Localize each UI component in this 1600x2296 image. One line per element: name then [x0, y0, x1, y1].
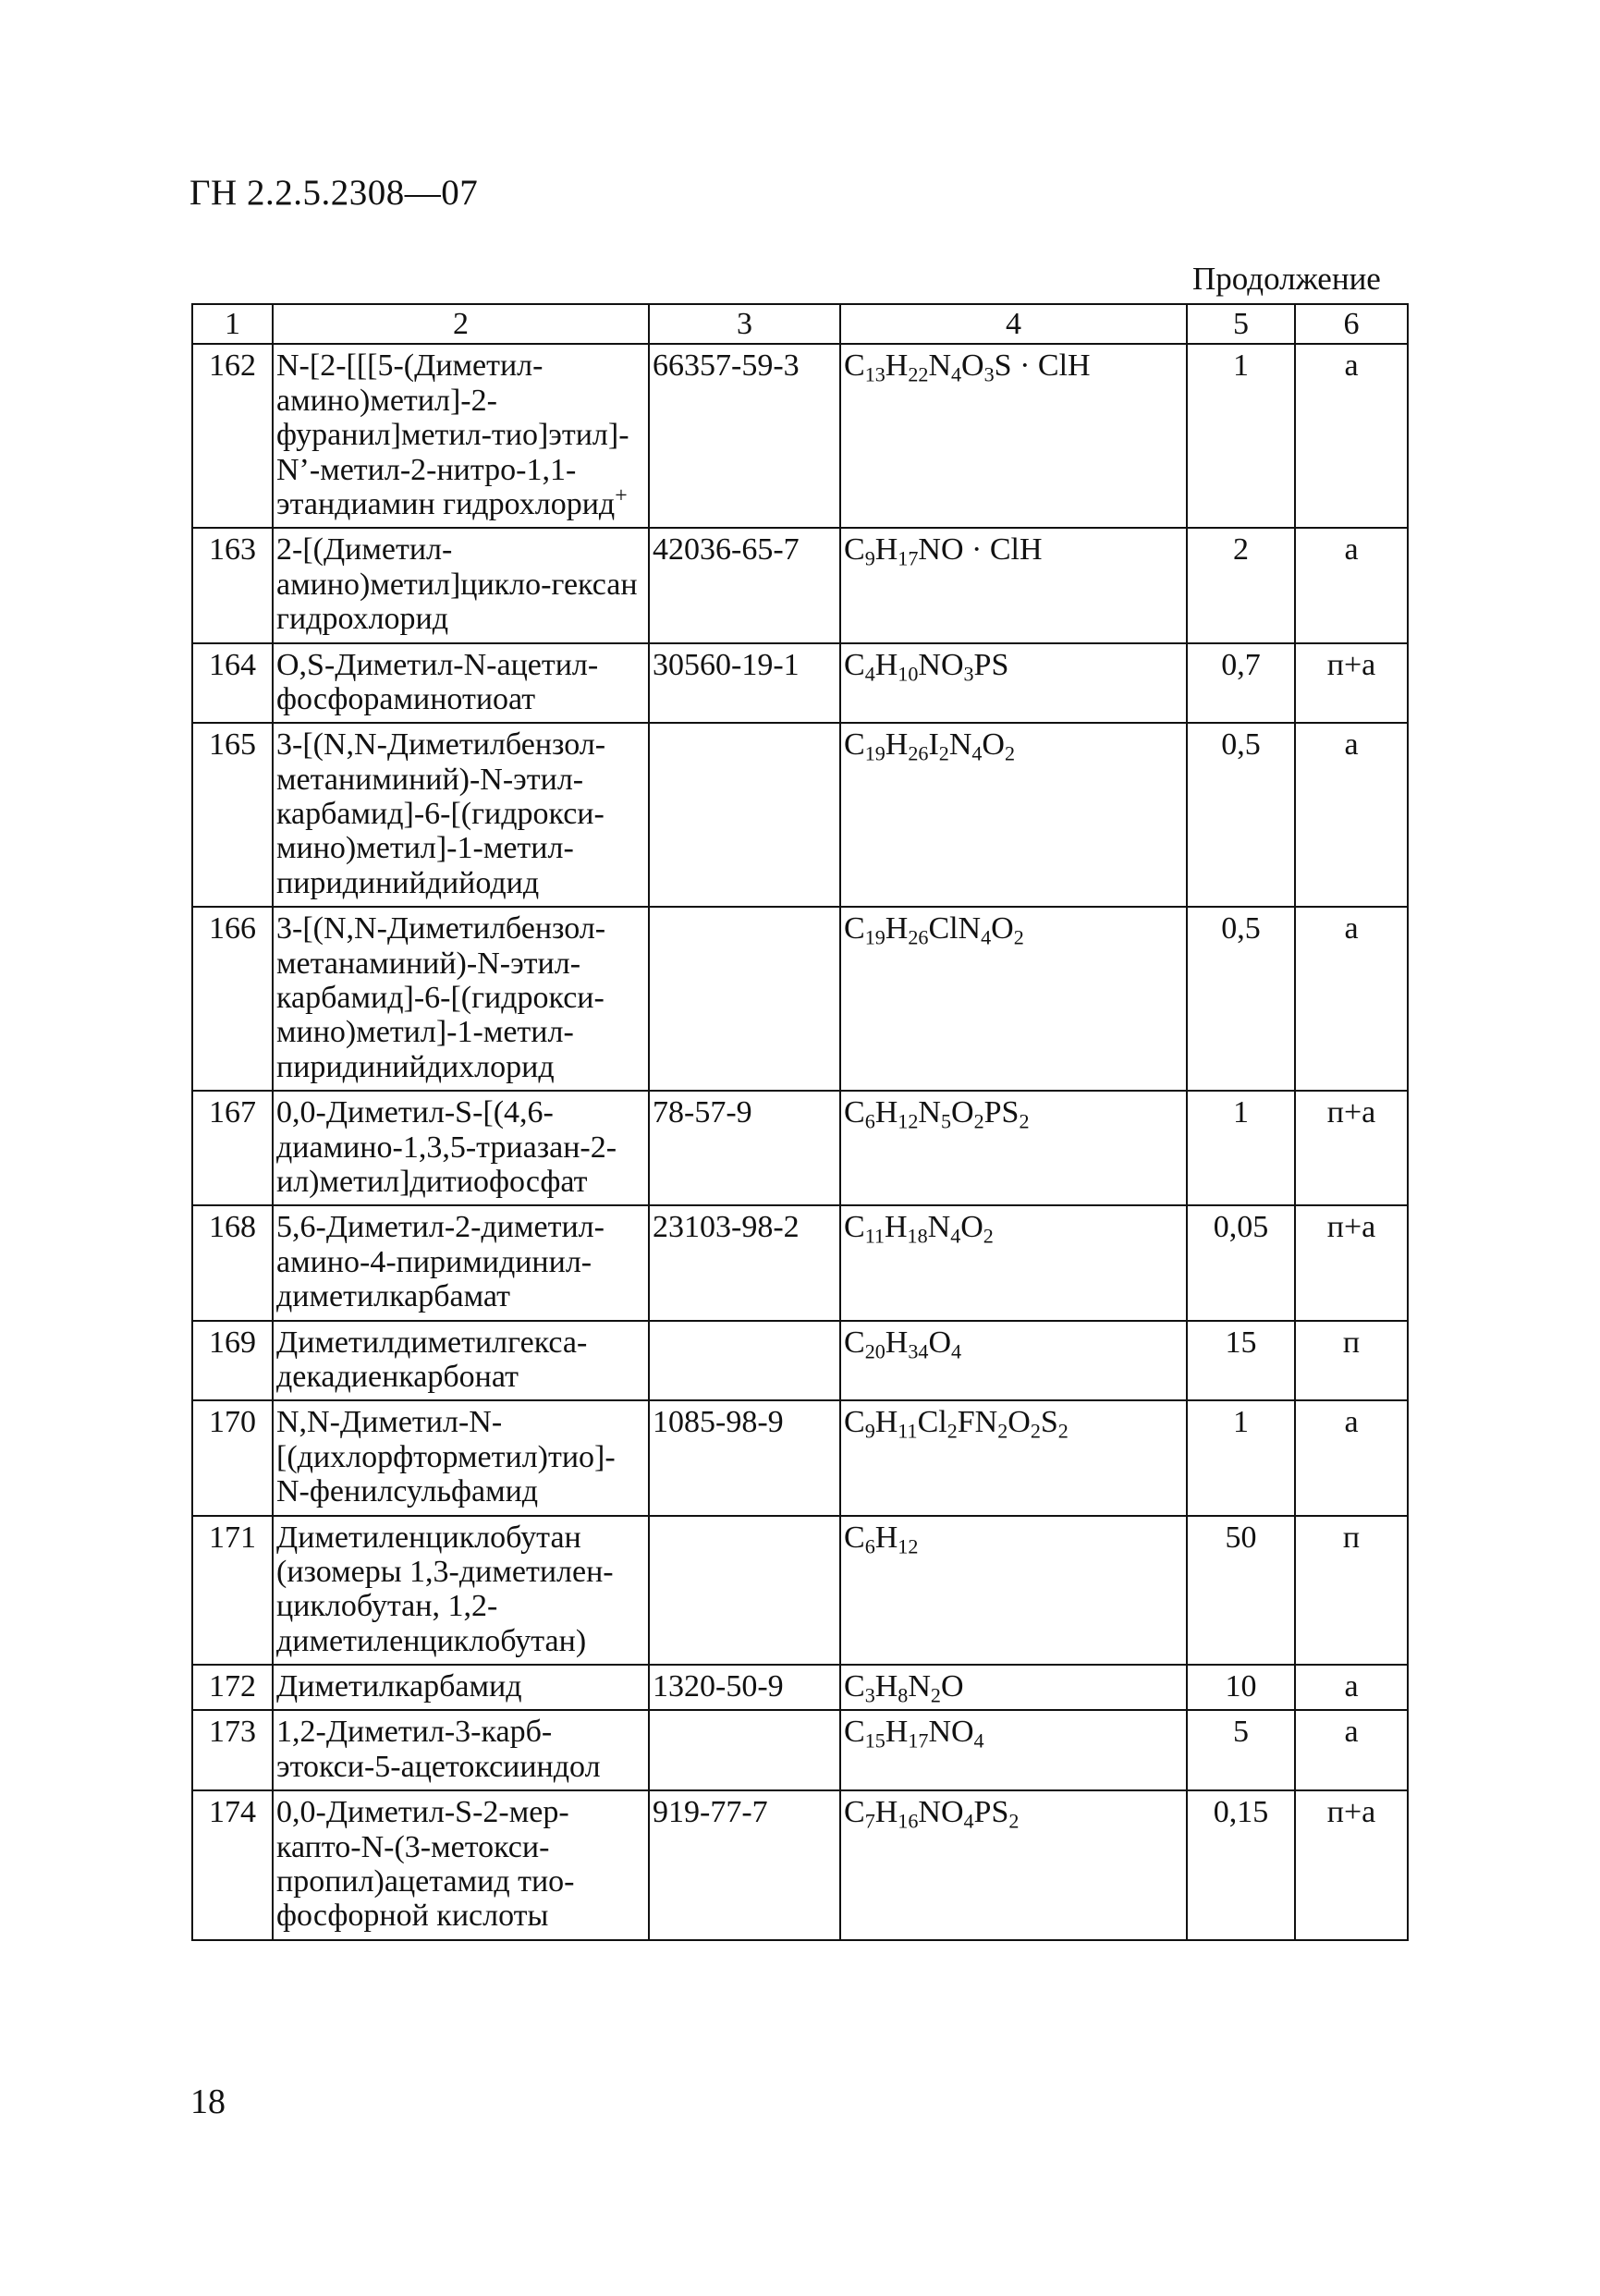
- header-col-5: 5: [1187, 304, 1295, 344]
- row-number-cell: 173: [192, 1710, 273, 1790]
- value-cell: 1: [1187, 1091, 1295, 1205]
- aggregate-state-cell: п: [1295, 1321, 1408, 1401]
- value-cell: 2: [1187, 528, 1295, 642]
- substance-name-cell: N-[2-[[[5-(Диметил-амино)метил]-2-фуранил]метил-тио]этил]-N’-метил-2-нитро-1,1-этандиамин гидрохлорид+: [273, 344, 649, 528]
- substance-name-cell: Диметилдиметилгекса-декадиенкарбонат: [273, 1321, 649, 1401]
- table-row: [192, 643, 1408, 724]
- value-cell: 0,15: [1187, 1790, 1295, 1940]
- row-number-cell: 166: [192, 907, 273, 1091]
- formula-cell: $C_4H_{10}NO_3PS$: [840, 643, 1187, 724]
- aggregate-state-cell: а: [1295, 1710, 1408, 1790]
- value-cell: 15: [1187, 1321, 1295, 1401]
- aggregate-state-cell: а: [1295, 907, 1408, 1091]
- table-row: [192, 1400, 1408, 1515]
- row-number-cell: 167: [192, 1091, 273, 1205]
- cas-number-cell: 919-77-7: [649, 1790, 840, 1940]
- aggregate-state-cell: п: [1295, 1516, 1408, 1666]
- formula-cell: $C_{11}H_{18}N_4O_2$: [840, 1205, 1187, 1320]
- value-cell: 1: [1187, 1400, 1295, 1515]
- cas-number-cell: [649, 723, 840, 907]
- cas-number-cell: 1085-98-9: [649, 1400, 840, 1515]
- substance-name-cell: 2-[(Диметил-амино)метил]цикло-гексан гидрохлорид: [273, 528, 649, 642]
- substance-name-cell: 0,0-Диметил-S-2-мер-капто-N-(3-метокси-пропил)ацетамид тио-фосфорной кислоты: [273, 1790, 649, 1940]
- formula-cell: $C_6H_{12}N_5O_2PS_2$: [840, 1091, 1187, 1205]
- header-col-3: 3: [649, 304, 840, 344]
- row-number-cell: 162: [192, 344, 273, 528]
- document-code: ГН 2.2.5.2308—07: [189, 173, 479, 213]
- substance-name-cell: 3-[(N,N-Диметилбензол-метанаминий)-N-этил-карбамид]-6-[(гидрокси-мино)метил]-1-метил-пиридинийдихлорид: [273, 907, 649, 1091]
- aggregate-state-cell: п+а: [1295, 1091, 1408, 1205]
- row-number-cell: 170: [192, 1400, 273, 1515]
- cas-number-cell: 1320-50-9: [649, 1665, 840, 1710]
- substance-name-cell: 0,0-Диметил-S-[(4,6-диамино-1,3,5-триазан-2-ил)метил]дитиофосфат: [273, 1091, 649, 1205]
- table-row: [192, 1710, 1408, 1790]
- substance-name-cell: 1,2-Диметил-3-карб-этокси-5-ацетоксииндол: [273, 1710, 649, 1790]
- table-row: [192, 1321, 1408, 1401]
- formula-cell: $C_9H_{11}Cl_2FN_2O_2S_2$: [840, 1400, 1187, 1515]
- substance-name-cell: O,S-Диметил-N-ацетил-фосфораминотиоат: [273, 643, 649, 724]
- cas-number-cell: 66357-59-3: [649, 344, 840, 528]
- substance-name-cell: 3-[(N,N-Диметилбензол-метаниминий)-N-этил-карбамид]-6-[(гидрокси-мино)метил]-1-метил-пиридинийдийодид: [273, 723, 649, 907]
- row-number-cell: 171: [192, 1516, 273, 1666]
- header-col-6: 6: [1295, 304, 1408, 344]
- aggregate-state-cell: а: [1295, 1665, 1408, 1710]
- cas-number-cell: [649, 1710, 840, 1790]
- row-number-cell: 164: [192, 643, 273, 724]
- cas-number-cell: [649, 1321, 840, 1401]
- value-cell: 5: [1187, 1710, 1295, 1790]
- table-row: [192, 1205, 1408, 1320]
- page-number: 18: [190, 2082, 226, 2121]
- row-number-cell: 165: [192, 723, 273, 907]
- aggregate-state-cell: а: [1295, 1400, 1408, 1515]
- value-cell: 50: [1187, 1516, 1295, 1666]
- formula-cell: $C_{15}H_{17}NO_4$: [840, 1710, 1187, 1790]
- table-row: [192, 907, 1408, 1091]
- header-col-4: 4: [840, 304, 1187, 344]
- row-number-cell: 169: [192, 1321, 273, 1401]
- aggregate-state-cell: п+а: [1295, 1205, 1408, 1320]
- cas-number-cell: 78-57-9: [649, 1091, 840, 1205]
- value-cell: 0,5: [1187, 907, 1295, 1091]
- aggregate-state-cell: п+а: [1295, 1790, 1408, 1940]
- formula-cell: $C_7H_{16}NO_4PS_2$: [840, 1790, 1187, 1940]
- cas-number-cell: 42036-65-7: [649, 528, 840, 642]
- cas-number-cell: 30560-19-1: [649, 643, 840, 724]
- continuation-label: Продолжение: [1192, 261, 1381, 297]
- table-row: [192, 1665, 1408, 1710]
- table-row: [192, 723, 1408, 907]
- row-number-cell: 172: [192, 1665, 273, 1710]
- table-row: [192, 1516, 1408, 1666]
- cas-number-cell: 23103-98-2: [649, 1205, 840, 1320]
- substance-name-cell: 5,6-Диметил-2-диметил-амино-4-пиримидинил-диметилкарбамат: [273, 1205, 649, 1320]
- row-number-cell: 163: [192, 528, 273, 642]
- row-number-cell: 168: [192, 1205, 273, 1320]
- header-col-1: 1: [192, 304, 273, 344]
- table-row: [192, 1790, 1408, 1940]
- formula-cell: $C_3H_8N_2O$: [840, 1665, 1187, 1710]
- value-cell: 10: [1187, 1665, 1295, 1710]
- value-cell: 1: [1187, 344, 1295, 528]
- formula-cell: $C_{19}H_{26}I_2N_4O_2$: [840, 723, 1187, 907]
- table-row: [192, 528, 1408, 642]
- substance-name-cell: Диметиленциклобутан (изомеры 1,3-диметилен-циклобутан, 1,2-диметиленциклобутан): [273, 1516, 649, 1666]
- formula-cell: $C_{13}H_{22}N_4O_3S$ · ClH: [840, 344, 1187, 528]
- formula-cell: $C_9H_{17}NO$ · ClH: [840, 528, 1187, 642]
- value-cell: 0,7: [1187, 643, 1295, 724]
- formula-cell: $C_6H_{12}$: [840, 1516, 1187, 1666]
- header-col-2: 2: [273, 304, 649, 344]
- table-header-row: [192, 304, 1408, 344]
- cas-number-cell: [649, 907, 840, 1091]
- value-cell: 0,05: [1187, 1205, 1295, 1320]
- aggregate-state-cell: а: [1295, 723, 1408, 907]
- substance-name-cell: Диметилкарбамид: [273, 1665, 649, 1710]
- table-row: [192, 344, 1408, 528]
- formula-cell: $C_{19}H_{26}ClN_4O_2$: [840, 907, 1187, 1091]
- aggregate-state-cell: а: [1295, 528, 1408, 642]
- table-row: [192, 1091, 1408, 1205]
- row-number-cell: 174: [192, 1790, 273, 1940]
- cas-number-cell: [649, 1516, 840, 1666]
- formula-cell: $C_{20}H_{34}O_4$: [840, 1321, 1187, 1401]
- value-cell: 0,5: [1187, 723, 1295, 907]
- aggregate-state-cell: п+а: [1295, 643, 1408, 724]
- substances-table: [191, 303, 1409, 1941]
- substance-name-cell: N,N-Диметил-N-[(дихлорфторметил)тио]-N-фенилсульфамид: [273, 1400, 649, 1515]
- aggregate-state-cell: а: [1295, 344, 1408, 528]
